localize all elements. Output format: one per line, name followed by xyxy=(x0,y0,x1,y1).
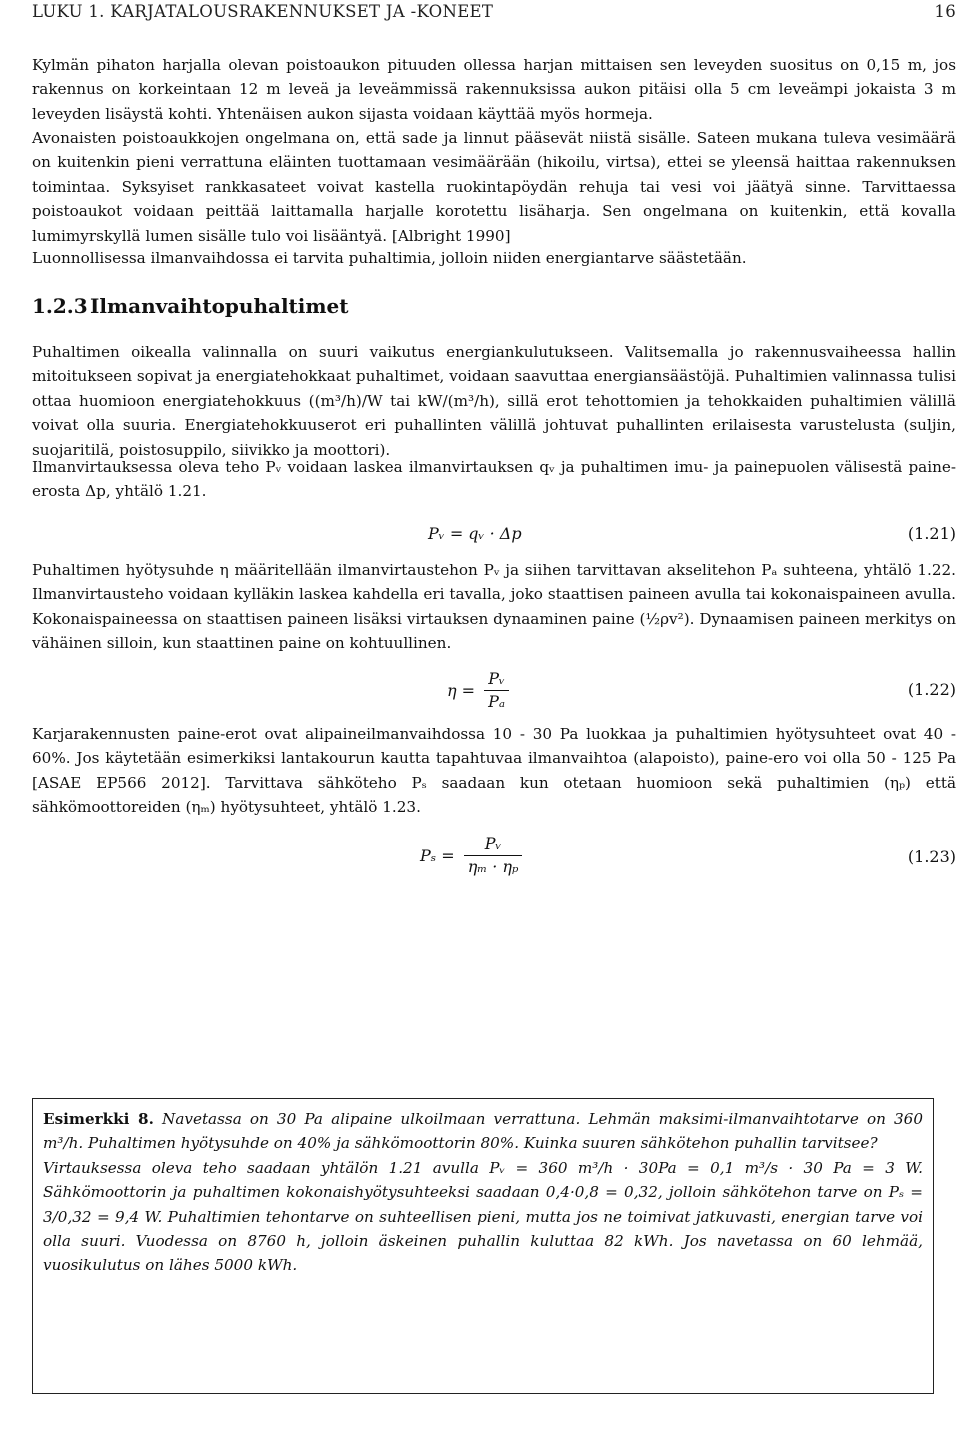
equation-fraction xyxy=(464,833,523,878)
paragraph-text: Kylmän pihaton harjalla olevan poistoaukon pituuden ollessa harjan mittaisen sen leveyden suositus on 0,15 m, jos rakennus on korkeintaan 12 m leveä ja leveämmissä rakennuksissa aukon pitäisi olla 5 cm leveämpi jokaista 3 m leveyden lisäystä kohti. Yhtenäisen aukon sijasta voidaan käyttää myös hormeja. xyxy=(32,56,956,123)
section-title: Ilmanvaihtopuhaltimet xyxy=(90,294,349,318)
example-answer: Virtauksessa oleva teho saadaan yhtälön 1.21 avulla Pᵥ = 360 m³/h · 30Pa = 0,1 m³/s · 30 Pa = 3 W. Sähkömoottorin ja puhaltimen kokonaishyötysuhteeksi saadaan 0,4·0,8 = 0,32, jolloin sähkötehon tarve on Pₛ = 3/0,32 = 9,4 W. Puhaltimien tehontarve on suhteellisen pieni, mutta jos ne toimivat jatkuvasti, energian tarve voi olla suuri. Vuodessa on 8760 h, jolloin äskeinen puhallin kuluttaa 82 kWh. Jos navetassa on 60 lehmää, vuosikulutus on lähes 5000 kWh. xyxy=(43,1158,923,1275)
paragraph-vent-opening xyxy=(32,53,956,126)
paragraph-pressure-differences xyxy=(32,722,956,820)
equation-lhs: η = xyxy=(447,681,476,700)
paragraph-text: Puhaltimen oikealla valinnalla on suuri vaikutus energiankulutukseen. Valitsemalla jo rakennusvaiheessa hallin mitoitukseen sopivat ja energiatehokkaat puhaltimet, voidaan saavuttaa energiansäästöjä. Puhaltimien valinnassa tulisi ottaa huomioon energiatehokkuus ((m³/h)/W tai kW/(m³/h), sillä erot tehottomien ja tehokkaiden puhaltimien välillä voivat olla suuria. Energiatehokkuuserot eri puhallinten välillä johtuvat puhallinten erilaisesta varustelusta (suljin, suojaritilä, poistosuppilo, siivikko ja moottori). xyxy=(32,343,956,459)
fraction-denominator: Pₐ xyxy=(488,692,505,711)
equation-expression xyxy=(447,668,513,713)
example-question-text: Navetassa on 30 Pa alipaine ulkoilmaan verrattuna. Lehmän maksimi-ilmanvaihtotarve on 360 m³/h. Puhaltimen hyötysuhde on 40% ja sähkömoottorin 80%. Kuinka suuren sähkötehon puhallin tarvitsee? xyxy=(43,1110,923,1153)
example-box xyxy=(32,1098,934,1394)
paragraph-text: Avonaisten poistoaukkojen ongelmana on, että sade ja linnut pääsevät niistä sisälle. Sateen mukana tuleva vesimäärä on kuitenkin pieni verrattuna eläinten tuottamaan vesimäärään (hikoilu, virtsa), ettei se yleensä haittaa rakennuksen toimintaa. Syksyiset rankkasateet voivat kastella ruokintapöydän rehuja tai vesi voi jäätyä sinne. Tarvittaessa poistoaukot voidaan peittää laittamalla harjalle korotettu lisäharja. Sen ongelmana on kuitenkin, että kovalla lumimyrskyllä lumen sisälle tulo voi lisääntyä. [Albright 1990] xyxy=(32,129,956,245)
page-number: 16 xyxy=(934,2,956,21)
section-heading xyxy=(32,294,349,318)
equation-expression xyxy=(420,833,526,878)
fraction-denominator: ηₘ · ηₚ xyxy=(467,857,519,876)
paragraph-text: Puhaltimen hyötysuhde η määritellään ilmanvirtaustehon Pᵥ ja siihen tarvittavan akselitehon Pₐ suhteena, yhtälö 1.22. Ilmanvirtausteho voidaan kylläkin laskea kahdella eri tavalla, joko staattisen paineen avulla tai kokonaispaineen avulla. Kokonaispaineessa on staattisen paineen lisäksi virtauksen dynaaminen paine (½ρv²). Dynaamisen paineen merkitys on vähäinen silloin, kun staattinen paine on kohtuullinen. xyxy=(32,561,956,653)
paragraph-text: Luonnollisessa ilmanvaihdossa ei tarvita puhaltimia, jolloin niiden energiantarve säästetään. xyxy=(32,249,747,267)
equation-lhs: Pₛ = xyxy=(420,846,455,865)
page-header xyxy=(32,2,956,28)
paragraph-fan-efficiency xyxy=(32,558,956,656)
example-question xyxy=(43,1107,923,1156)
paragraph-fan-selection xyxy=(32,340,956,462)
equation-number: (1.21) xyxy=(907,524,956,543)
example-label: Esimerkki 8. xyxy=(43,1110,154,1128)
equation-number: (1.23) xyxy=(907,847,956,866)
equation-fraction xyxy=(484,668,509,713)
chapter-title: LUKU 1. KARJATALOUSRAKENNUKSET JA -KONEET xyxy=(32,2,494,21)
fraction-numerator: Pᵥ xyxy=(484,668,509,691)
fraction-numerator: Pᵥ xyxy=(464,833,523,856)
equation-1-23 xyxy=(32,833,956,889)
paragraph-natural-ventilation xyxy=(32,246,956,270)
equation-expression: Pᵥ = qᵥ · Δp xyxy=(428,524,522,543)
equation-number: (1.22) xyxy=(907,680,956,699)
equation-1-22 xyxy=(32,664,956,720)
section-number: 1.2.3 xyxy=(32,294,88,318)
paragraph-airflow-power xyxy=(32,455,956,504)
paragraph-text: Karjarakennusten paine-erot ovat alipaineilmanvaihdossa 10 - 30 Pa luokkaa ja puhaltimien hyötysuhteet ovat 40 - 60%. Jos käytetään esimerkiksi lantakourun kautta tapahtuvaa ilmanvaihtoa (alapoisto), paine-ero voi olla 50 - 125 Pa [ASAE EP566 2012]. Tarvittava sähköteho Pₛ saadaan kun otetaan huomioon sekä puhaltimien (ηₚ) että sähkömoottoreiden (ηₘ) hyötysuhteet, yhtälö 1.23. xyxy=(32,725,956,817)
paragraph-open-outlets xyxy=(32,126,956,248)
paragraph-text: Ilmanvirtauksessa oleva teho Pᵥ voidaan laskea ilmanvirtauksen qᵥ ja puhaltimen imu- ja painepuolen välisestä paine-erosta Δp, yhtälö 1.21. xyxy=(32,458,956,501)
